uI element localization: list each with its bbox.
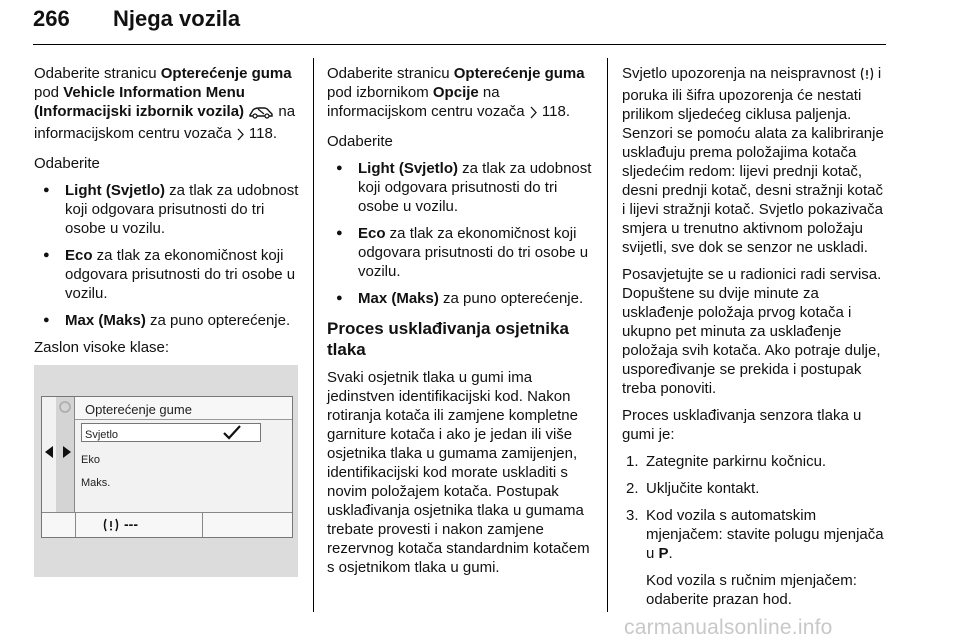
select-label: Odaberite	[327, 133, 393, 150]
left-right-arrows-icon	[44, 445, 72, 464]
display-label: Zaslon visoke klase:	[34, 339, 170, 356]
list-item: ● Light (Svjetlo) za tlak za udobnost koji odgovara prisutnosti do tri osobe u vozilu.	[34, 181, 302, 238]
list-item: ● Eco za tlak za ekonomičnost koji odgovara prisutnosti do tri osobe u vozilu.	[327, 224, 595, 281]
step-sub-paragraph: Kod vozila s ručnim mjenjačem: odaberite prazan hod.	[646, 572, 857, 608]
option-list	[327, 159, 595, 308]
list-item: ● Eco za tlak za ekonomičnost koji odgovara prisutnosti do tri osobe u vozilu.	[34, 246, 302, 303]
display-title: Opterećenje gume	[85, 402, 192, 417]
list-item: 2. Uključite kontakt.	[626, 480, 760, 497]
column-2	[327, 64, 595, 585]
header-rule	[33, 44, 886, 45]
column-divider	[313, 58, 314, 612]
column-3	[622, 64, 890, 617]
body-paragraph: Posavjetujte se u radionici radi servisa. Dopuštene su dvije minute za usklađenje položaja prvog kotača i ukupno pet minuta za usklađenje položaja svih kotača. Ako potraje dulje, uspoređivanje se prekida i postupak treba ponoviti.	[622, 266, 882, 397]
page-ref-arrow-icon	[529, 105, 538, 124]
car-info-icon	[248, 105, 274, 124]
high-end-display-screenshot	[34, 365, 298, 577]
section-heading: Proces usklađivanja osjetnika tlaka	[327, 319, 569, 359]
tire-load-icon	[58, 400, 72, 419]
footer-dashes: ---	[124, 516, 138, 532]
list-item: ● Light (Svjetlo) za tlak za udobnost koji odgovara prisutnosti do tri osobe u vozilu.	[327, 159, 595, 216]
page-ref-arrow-icon	[236, 127, 245, 146]
tire-pressure-warning-icon	[860, 67, 874, 86]
column-1	[34, 64, 302, 577]
display-footer	[42, 512, 292, 537]
page-number: 266	[33, 6, 70, 31]
option-list	[34, 181, 302, 330]
list-item: 1. Zategnite parkirnu kočnicu.	[626, 453, 827, 470]
watermark: carmanualsonline.info	[624, 616, 833, 639]
select-label: Odaberite	[34, 155, 100, 172]
checkmark-icon	[222, 424, 242, 440]
intro-paragraph: Odaberite stranicu Opterećenje guma pod Vehicle Information Menu (Informacijski izbornik vozila) na informacijskom centru vozača 118.	[34, 64, 302, 146]
display-option: Eko	[81, 454, 100, 466]
display-frame	[41, 396, 293, 538]
list-item: ● Max (Maks) za puno opterećenje.	[34, 311, 302, 330]
list-item: ● Max (Maks) za puno opterećenje.	[327, 289, 595, 308]
list-item: 3. Kod vozila s automatskim mjenjačem: stavite polugu mjenjača u P. Kod vozila s ručnim mjenjačem: odaberite prazan hod.	[622, 506, 890, 609]
steps-list	[622, 452, 890, 609]
display-title-row	[75, 397, 292, 420]
tire-pressure-warning-icon	[102, 517, 120, 533]
intro-paragraph: Odaberite stranicu Opterećenje guma pod izbornikom Opcije na informacijskom centru vozača 118.	[327, 64, 595, 124]
page-title: Njega vozila	[113, 6, 241, 31]
column-divider	[607, 58, 608, 612]
body-paragraph: Svaki osjetnik tlaka u gumi ima jedinstven identifikacijski kod. Nakon rotiranja kotača ili zamjene kompletne garniture kotača i ako je jedan ili više osjetnika tlaka u gumama zamijenjen, identifikacijski kod morate uskladiti s novim položajem kotača. Postupak usklađivanja osjetnika tlaka u gumama trebate provesti i nakon zamjene rezervnog kotača standardnim kotačem s osjetnikom tlaka u gumi.	[327, 369, 590, 576]
page-header	[33, 4, 886, 48]
display-option-selected: Svjetlo	[81, 423, 261, 442]
display-option: Maks.	[81, 477, 111, 489]
body-paragraph: Proces usklađivanja senzora tlaka u gumi je:	[622, 407, 862, 443]
warning-paragraph: Svjetlo upozorenja na neispravnost i poruka ili šifra upozorenja će nestati prilikom sljedećeg ciklusa paljenja. Senzori se pomoću alata za kalibriranje usklađuju prema položajima kotača sljedećim redom: lijevi prednji kotač, desni prednji kotač, desni stražnji kotač i lijevi stražnji kotač. Svjetlo pokazivača smjera u trenutno aktivnom položaju svijetli, sve dok se senzor ne uskladi.	[622, 65, 884, 256]
